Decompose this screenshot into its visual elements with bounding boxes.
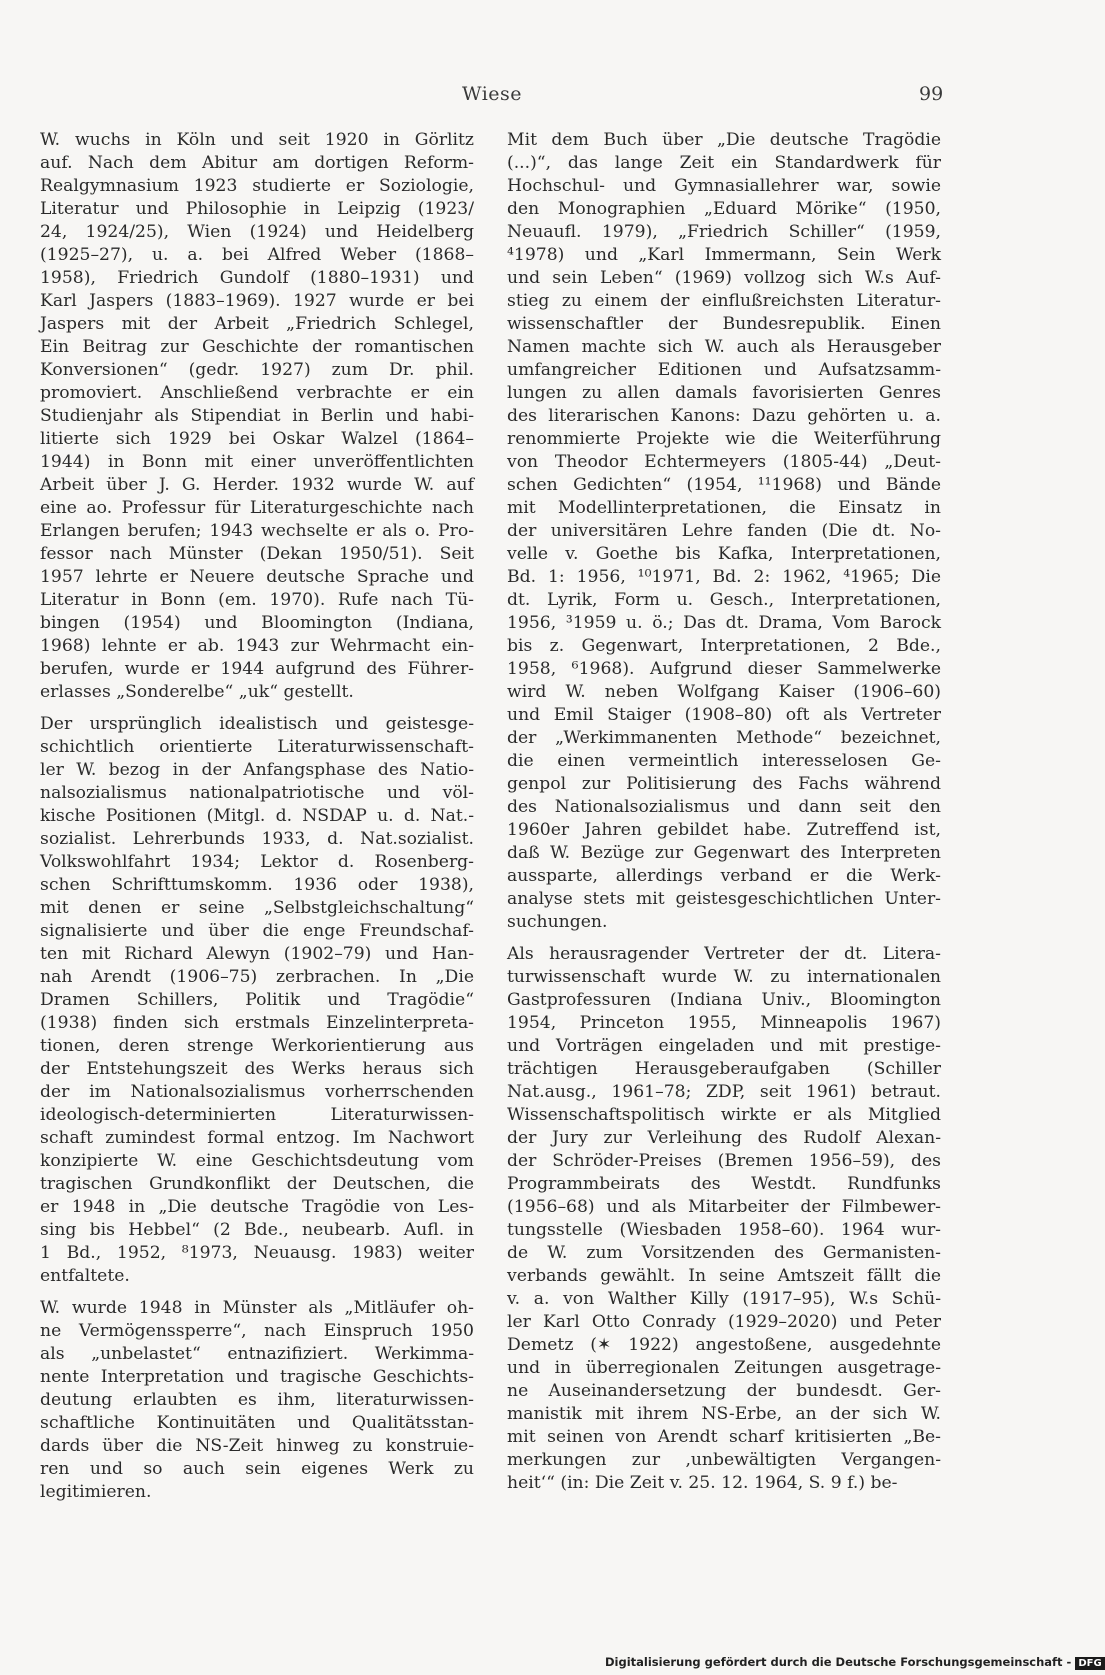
text-line: schaft zumindest formal entzog. Im Nachwort (40, 1128, 474, 1148)
text-line: berufen, wurde er 1944 aufgrund des Führer- (40, 659, 474, 679)
text-line: ler W. bezog in der Anfangsphase des Natio- (40, 760, 474, 780)
text-line: wissenschaftler der Bundesrepublik. Einen (507, 314, 941, 334)
text-line: Namen machte sich W. auch als Herausgeber (507, 337, 941, 357)
text-line: nente Interpretation und tragische Geschichts- (40, 1367, 474, 1387)
text-line: des Nationalsozialismus und dann seit den (507, 797, 941, 817)
text-line: daß W. Bezüge zur Gegenwart des Interpreten (507, 843, 941, 863)
text-line: de W. zum Vorsitzenden des Germanisten- (507, 1243, 941, 1263)
text-line: Bd. 1: 1956, ¹⁰1971, Bd. 2: 1962, ⁴1965; Die (507, 567, 941, 587)
text-line: ten mit Richard Alewyn (1902–79) und Han- (40, 944, 474, 964)
text-line: auf. Nach dem Abitur am dortigen Reform- (40, 153, 474, 173)
text-line: tungsstelle (Wiesbaden 1958–60). 1964 wur- (507, 1220, 941, 1240)
text-line: Karl Jaspers (1883–1969). 1927 wurde er bei (40, 291, 474, 311)
text-line: Konversionen“ (gedr. 1927) zum Dr. phil. (40, 360, 474, 380)
text-line: kische Positionen (Mitgl. d. NSDAP u. d. Nat.- (40, 806, 474, 826)
text-line: Mit dem Buch über „Die deutsche Tragödie (507, 130, 941, 150)
text-line: stieg zu einem der einflußreichsten Literatur- (507, 291, 941, 311)
text-line: legitimieren. (40, 1482, 152, 1502)
text-line: 1 Bd., 1952, ⁸1973, Neuausg. 1983) weiter (40, 1243, 474, 1263)
text-line: ⁴1978) und „Karl Immermann, Sein Werk (507, 245, 941, 265)
text-line: schen Gedichten“ (1954, ¹¹1968) und Bände (507, 475, 941, 495)
text-line: bis z. Gegenwart, Interpretationen, 2 Bde., (507, 636, 941, 656)
text-line: analyse stets mit geistesgeschichtlichen Unter- (507, 889, 941, 909)
text-line: fessor nach Münster (Dekan 1950/51). Seit (40, 544, 474, 564)
text-line: der Schröder-Preises (Bremen 1956–59), des (507, 1151, 941, 1171)
text-line: 1968) lehnte er ab. 1943 zur Wehrmacht ein- (40, 636, 474, 656)
text-line: Demetz (✶ 1922) angestoßene, ausgedehnte (507, 1335, 941, 1355)
text-line: als „unbelastet“ entnazifiziert. Werkimma- (40, 1344, 474, 1364)
text-line: Als herausragender Vertreter der dt. Litera- (507, 944, 941, 964)
text-line: tragischen Grundkonflikt der Deutschen, die (40, 1174, 474, 1194)
text-line: Nat.ausg., 1961–78; ZDP, seit 1961) betraut. (507, 1082, 941, 1102)
text-line: mit denen er seine „Selbstgleichschaltung“ (40, 898, 474, 918)
text-line: Literatur in Bonn (em. 1970). Rufe nach Tü- (40, 590, 474, 610)
text-line: 1958), Friedrich Gundolf (1880–1931) und (40, 268, 474, 288)
text-line: bingen (1954) und Bloomington (Indiana, (40, 613, 474, 633)
text-line: und Vorträgen eingeladen und mit prestige- (507, 1036, 941, 1056)
text-line: Realgymnasium 1923 studierte er Soziologie, (40, 176, 474, 196)
footer-credit (605, 1655, 1105, 1670)
paragraph (507, 943, 941, 1495)
text-line: 1960er Jahren gebildet habe. Zutreffend ist, (507, 820, 941, 840)
text-line: Erlangen berufen; 1943 wechselte er als o. Pro- (40, 521, 474, 541)
text-line: der Jury zur Verleihung des Rudolf Alexan- (507, 1128, 941, 1148)
text-line: nah Arendt (1906–75) zerbrachen. In „Die (40, 967, 474, 987)
text-line: (...)“, das lange Zeit ein Standardwerk für (507, 153, 941, 173)
text-line: velle v. Goethe bis Kafka, Interpretationen, (507, 544, 941, 564)
text-line: ideologisch-determinierten Literaturwissen- (40, 1105, 474, 1125)
text-line: (1938) finden sich erstmals Einzelinterpreta- (40, 1013, 474, 1033)
text-line: Der ursprünglich idealistisch und geistesge- (40, 714, 474, 734)
text-line: merkungen zur ‚unbewältigten Vergangen- (507, 1450, 941, 1470)
text-line: verbands gewählt. In seine Amtszeit fällt die (507, 1266, 941, 1286)
text-line: nalsozialismus nationalpatriotische und völ- (40, 783, 474, 803)
text-line: umfangreicher Editionen und Aufsatzsamm- (507, 360, 941, 380)
left-text-column (40, 129, 474, 1513)
text-line: turwissenschaft wurde W. zu internationalen (507, 967, 941, 987)
text-line: heit‘“ (in: Die Zeit v. 25. 12. 1964, S. 9 f.) be- (507, 1473, 898, 1493)
text-line: schen Schrifttumskomm. 1936 oder 1938), (40, 875, 474, 895)
text-line: die einen vermeintlich interesselosen Ge- (507, 751, 941, 771)
dfg-logo: DFG (1075, 1657, 1104, 1670)
text-line: 1954, Princeton 1955, Minneapolis 1967) (507, 1013, 941, 1033)
text-line: 1956, ³1959 u. ö.; Das dt. Drama, Vom Barock (507, 613, 941, 633)
text-line: tionen, deren strenge Werkorientierung aus (40, 1036, 474, 1056)
text-line: und in überregionalen Zeitungen ausgetrage- (507, 1358, 941, 1378)
text-line: 24, 1924/25), Wien (1924) und Heidelberg (40, 222, 474, 242)
text-line: W. wurde 1948 in Münster als „Mitläufer oh- (40, 1298, 474, 1318)
text-line: dt. Lyrik, Form u. Gesch., Interpretationen, (507, 590, 941, 610)
text-line: Volkswohlfahrt 1934; Lektor d. Rosenberg- (40, 852, 474, 872)
text-line: erlasses „Sonderelbe“ „uk“ gestellt. (40, 682, 354, 702)
text-line: W. wuchs in Köln und seit 1920 in Görlitz (40, 130, 474, 150)
text-line: Studienjahr als Stipendiat in Berlin und habi- (40, 406, 474, 426)
text-line: (1956–68) und als Mitarbeiter der Filmbewer- (507, 1197, 941, 1217)
text-line: Neuaufl. 1979), „Friedrich Schiller“ (1959, (507, 222, 941, 242)
text-line: deutung erlaubten es ihm, literaturwissen- (40, 1390, 474, 1410)
text-line: suchungen. (507, 912, 608, 932)
text-line: schaftliche Kontinuitäten und Qualitätsstan- (40, 1413, 474, 1433)
text-line: Programmbeirats des Westdt. Rundfunks (507, 1174, 941, 1194)
text-line: 1957 lehrte er Neuere deutsche Sprache und (40, 567, 474, 587)
text-line: der Entstehungszeit des Werks heraus sich (40, 1059, 474, 1079)
text-line: den Monographien „Eduard Mörike“ (1950, (507, 199, 941, 219)
text-line: trächtigen Herausgeberaufgaben (Schiller (507, 1059, 941, 1079)
text-line: renommierte Projekte wie die Weiterführung (507, 429, 941, 449)
text-line: des literarischen Kanons: Dazu gehörten u. a. (507, 406, 941, 426)
text-line: ler Karl Otto Conrady (1929–2020) und Peter (507, 1312, 941, 1332)
text-line: Hochschul- und Gymnasiallehrer war, sowie (507, 176, 941, 196)
text-line: Ein Beitrag zur Geschichte der romantischen (40, 337, 474, 357)
text-line: er 1948 in „Die deutsche Tragödie von Les- (40, 1197, 474, 1217)
text-line: manistik mit ihrem NS-Erbe, an der sich W. (507, 1404, 941, 1424)
text-line: und sein Leben“ (1969) vollzog sich W.s Auf- (507, 268, 941, 288)
text-line: entfaltete. (40, 1266, 130, 1286)
text-line: Dramen Schillers, Politik und Tragödie“ (40, 990, 474, 1010)
text-line: konzipierte W. eine Geschichtsdeutung vom (40, 1151, 474, 1171)
text-line: und Emil Staiger (1908–80) oft als Vertreter (507, 705, 941, 725)
text-line: lungen zu allen damals favorisierten Genres (507, 383, 941, 403)
paragraph (507, 129, 941, 934)
text-line: eine ao. Professur für Literaturgeschichte nach (40, 498, 474, 518)
text-line: ne Vermögenssperre“, nach Einspruch 1950 (40, 1321, 474, 1341)
text-line: ren und so auch sein eigenes Werk zu (40, 1459, 474, 1479)
paragraph (40, 1297, 474, 1504)
running-header-title: Wiese (462, 83, 523, 105)
text-line: v. a. von Walther Killy (1917–95), W.s Schü- (507, 1289, 941, 1309)
text-line: Wissenschaftspolitisch wirkte er als Mitglied (507, 1105, 941, 1125)
text-line: aussparte, allerdings verband er die Werk- (507, 866, 941, 886)
text-line: der „Werkimmanenten Methode“ bezeichnet, (507, 728, 941, 748)
text-line: Literatur und Philosophie in Leipzig (1923/ (40, 199, 474, 219)
text-line: schichtlich orientierte Literaturwissenschaft- (40, 737, 474, 757)
text-line: mit Modellinterpretationen, die Einsatz in (507, 498, 941, 518)
text-line: Jaspers mit der Arbeit „Friedrich Schlegel, (40, 314, 474, 334)
text-line: (1925–27), u. a. bei Alfred Weber (1868– (40, 245, 474, 265)
page-number: 99 (919, 83, 944, 105)
text-line: von Theodor Echtermeyers (1805-44) „Deut- (507, 452, 941, 472)
paragraph (40, 129, 474, 704)
text-line: wird W. neben Wolfgang Kaiser (1906–60) (507, 682, 941, 702)
text-line: sing bis Hebbel“ (2 Bde., neubearb. Aufl. in (40, 1220, 474, 1240)
paragraph (40, 713, 474, 1288)
text-line: mit seinen von Arendt scharf kritisierten „Be- (507, 1427, 941, 1447)
text-line: litierte sich 1929 bei Oskar Walzel (1864– (40, 429, 474, 449)
text-line: der im Nationalsozialismus vorherrschenden (40, 1082, 474, 1102)
text-line: der universitären Lehre fanden (Die dt. No- (507, 521, 941, 541)
text-line: genpol zur Politisierung des Fachs während (507, 774, 941, 794)
text-line: 1958, ⁶1968). Aufgrund dieser Sammelwerke (507, 659, 941, 679)
text-line: 1944) in Bonn mit einer unveröffentlichten (40, 452, 474, 472)
text-line: ne Auseinandersetzung der bundesdt. Ger- (507, 1381, 941, 1401)
text-line: dards über die NS-Zeit hinweg zu konstruie- (40, 1436, 474, 1456)
right-text-column (507, 129, 941, 1504)
footer-credit-text: Digitalisierung gefördert durch die Deutsche Forschungsgemeinschaft - (605, 1655, 1072, 1669)
text-line: promoviert. Anschließend verbrachte er ein (40, 383, 474, 403)
text-line: Gastprofessuren (Indiana Univ., Bloomington (507, 990, 941, 1010)
text-line: signalisierte und über die enge Freundschaf- (40, 921, 474, 941)
text-line: sozialist. Lehrerbunds 1933, d. Nat.sozialist. (40, 829, 474, 849)
text-line: Arbeit über J. G. Herder. 1932 wurde W. auf (40, 475, 474, 495)
